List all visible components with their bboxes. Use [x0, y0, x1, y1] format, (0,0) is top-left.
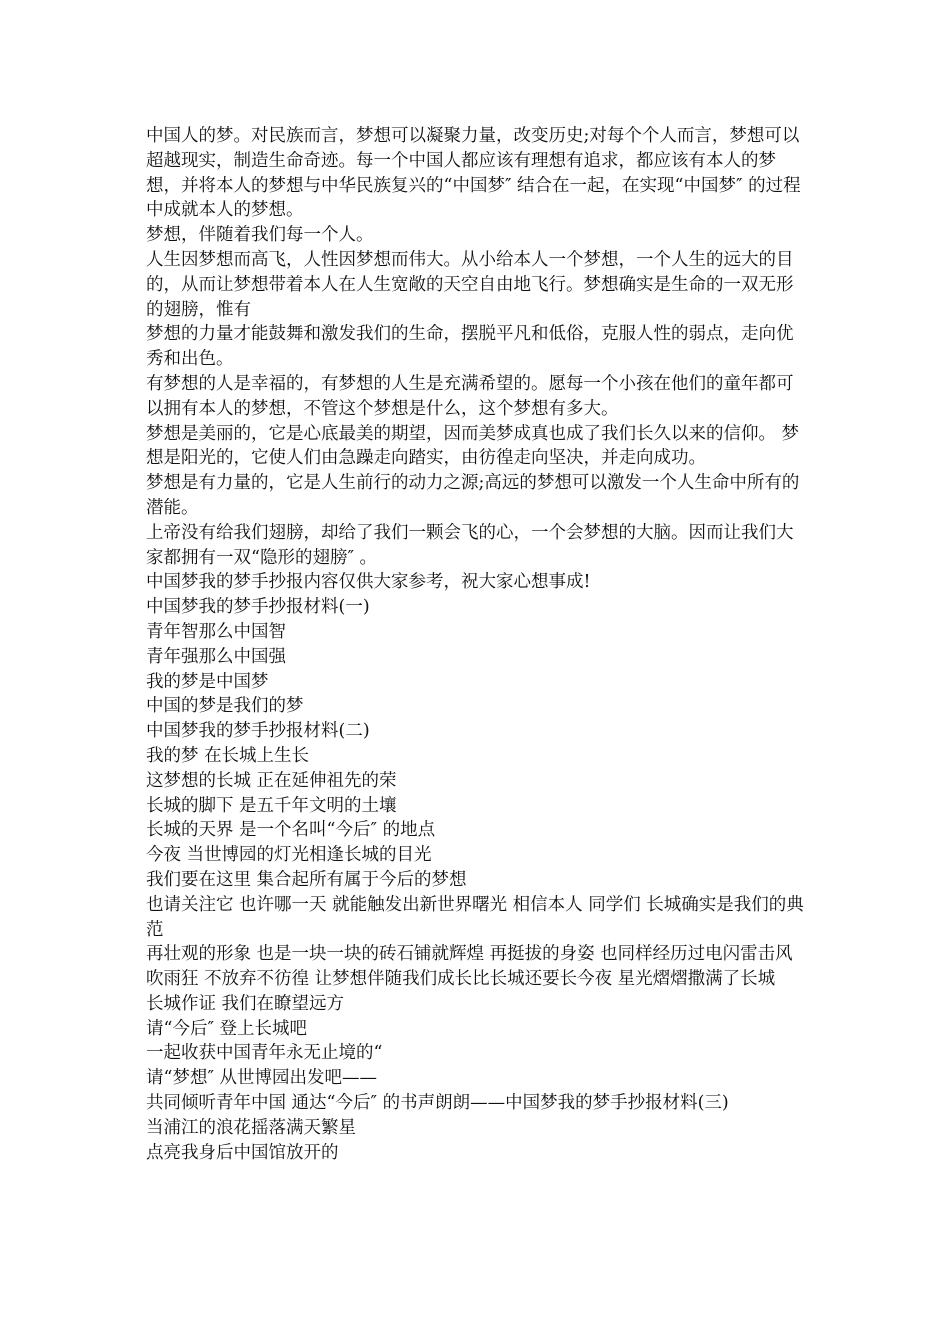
poem-line: 共同倾听青年中国 通达“今后″ 的书声朗朗——中国梦我的梦手抄报材料(三) [146, 1093, 729, 1114]
paragraph: 梦想是有力量的，它是人生前行的动力之源;高远的梦想可以激发一个人生命中所有的潜能。 [146, 473, 800, 518]
poem-line: 我们要在这里 集合起所有属于今后的梦想 [146, 869, 467, 890]
poem-line: 长城的天界 是一个名叫“今后″ 的地点 [146, 820, 436, 841]
poem-line: 中国的梦是我们的梦 [146, 696, 304, 717]
poem-line: 我的梦 在长城上生长 [146, 745, 310, 766]
poem-line: 今夜 当世博园的灯光相逢长城的目光 [146, 845, 432, 866]
poem-line: 这梦想的长城 正在延伸祖先的荣 [146, 770, 397, 791]
poem-line: 也请关注它 也许哪一天 就能触发出新世界曙光 相信本人 同学们 长城确实是我们的典范 [146, 894, 804, 940]
poem-line: 当浦江的浪花摇落满天繁星 [146, 1117, 356, 1138]
paragraph: 梦想，伴随着我们每一个人。 [146, 225, 374, 246]
paragraph: 中国梦我的梦手抄报内容仅供大家参考，祝大家心想事成! [146, 572, 591, 593]
document-body [146, 124, 806, 1165]
paragraph: 人生因梦想而高飞，人性因梦想而伟大。从小给本人一个梦想，一个人生的远大的目的，从而让梦想带着本人在人生宽敞的天空自由地飞行。梦想确实是生命的一双无形的翅膀，惟有 [146, 249, 794, 320]
paragraph: 有梦想的人是幸福的，有梦想的人生是充满希望的。愿每一个小孩在他们的童年都可以拥有本人的梦想，不管这个梦想是什么，这个梦想有多大。 [146, 373, 794, 419]
paragraph: 梦想的力量才能鼓舞和激发我们的生命，摆脱平凡和低俗，克服人性的弱点，走向优秀和出色。 [146, 324, 794, 370]
section-heading: 中国梦我的梦手抄报材料(一) [146, 597, 370, 618]
poem-line: 点亮我身后中国馆放开的 [146, 1142, 339, 1163]
poem-line: 一起收获中国青年永无止境的“ [146, 1043, 383, 1064]
poem-line: 请“今后″ 登上长城吧 [146, 1018, 308, 1039]
poem-line: 再壮观的形象 也是一块一块的砖石铺就辉煌 再挺拔的身姿 也同样经历过电闪雷击风吹雨狂 不放弃不彷徨 让梦想伴随我们成长比长城还要长今夜 星光熠熠撒满了长城 [146, 944, 793, 990]
poem-line: 青年智那么中国智 [146, 621, 286, 642]
paragraph: 梦想是美丽的，它是心底最美的期望，因而美梦成真也成了我们长久以来的信仰。 梦想是阳光的，它使人们由急躁走向踏实，由彷徨走向坚决，并走向成功。 [146, 423, 800, 469]
paragraph: 上帝没有给我们翅膀，却给了我们一颗会飞的心，一个会梦想的大脑。因而让我们大家都拥有一双“隐形的翅膀″ 。 [146, 522, 794, 568]
poem-line: 长城的脚下 是五千年文明的土壤 [146, 795, 397, 816]
poem-line: 请“梦想″ 从世博园出发吧—— [146, 1068, 378, 1089]
section-heading: 中国梦我的梦手抄报材料(二) [146, 721, 370, 742]
poem-line: 我的梦是中国梦 [146, 671, 269, 692]
paragraph: 中国人的梦。对民族而言，梦想可以凝聚力量，改变历史;对每个个人而言，梦想可以超越现实，制造生命奇迹。每一个中国人都应该有理想有追求，都应该有本人的梦想，并将本人的梦想与中华民族复兴的“中国梦″ 结合在一起，在实现“中国梦″ 的过程中成就本人的梦想。 [146, 126, 801, 221]
poem-line: 长城作证 我们在瞭望远方 [146, 993, 345, 1014]
poem-line: 青年强那么中国强 [146, 646, 286, 667]
